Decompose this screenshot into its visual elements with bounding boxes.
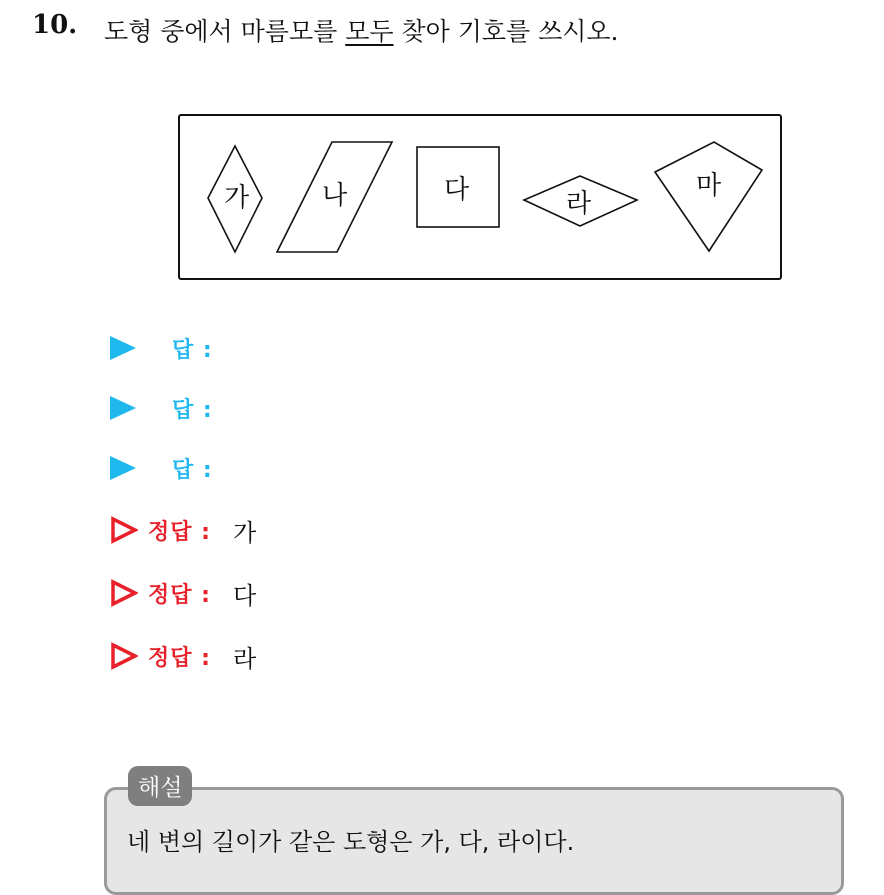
answer-blank-row bbox=[110, 391, 213, 425]
question-number: 10. bbox=[32, 10, 78, 40]
correct-answer-row bbox=[110, 639, 256, 673]
shape-ra-label: 라 bbox=[566, 189, 592, 219]
blue-triangle-icon bbox=[110, 396, 136, 420]
blue-triangle-icon bbox=[110, 336, 136, 360]
shape-da-label: 다 bbox=[444, 175, 470, 205]
correct-answer-value: 라 bbox=[232, 644, 257, 673]
answer-blank-row bbox=[110, 331, 213, 365]
correct-answer-row bbox=[110, 513, 256, 547]
shape-na-label: 나 bbox=[322, 181, 348, 211]
correct-answer-value: 다 bbox=[232, 581, 257, 610]
correct-answer-label: 정답 : bbox=[148, 582, 211, 608]
shape-ma-label: 마 bbox=[696, 171, 722, 201]
correct-answer-value: 가 bbox=[232, 518, 257, 547]
question-text-part1: 도형 중에서 마름모를 bbox=[104, 17, 346, 46]
correct-answer-row bbox=[110, 576, 256, 610]
question-text-part2: 찾아 기호를 쓰시오. bbox=[393, 17, 619, 46]
answer-blank-row bbox=[110, 451, 213, 485]
answer-blank-label: 답 : bbox=[172, 457, 213, 483]
answer-blank-label: 답 : bbox=[172, 397, 213, 423]
question-text bbox=[104, 12, 619, 48]
explanation-tag: 해설 bbox=[128, 766, 192, 806]
blue-triangle-icon bbox=[110, 456, 136, 480]
figure-box bbox=[178, 114, 782, 280]
question-text-emphasis: 모두 bbox=[345, 17, 394, 46]
explanation-box bbox=[104, 787, 844, 895]
explanation-text: 네 변의 길이가 같은 도형은 가, 다, 라이다. bbox=[127, 828, 575, 856]
red-outline-triangle-icon bbox=[110, 516, 138, 544]
answer-blank-label: 답 : bbox=[172, 337, 213, 363]
correct-answer-label: 정답 : bbox=[148, 519, 211, 545]
red-outline-triangle-icon bbox=[110, 579, 138, 607]
shape-ga-label: 가 bbox=[224, 183, 250, 213]
red-outline-triangle-icon bbox=[110, 642, 138, 670]
correct-answer-label: 정답 : bbox=[148, 645, 211, 671]
shapes-figure bbox=[180, 116, 780, 278]
